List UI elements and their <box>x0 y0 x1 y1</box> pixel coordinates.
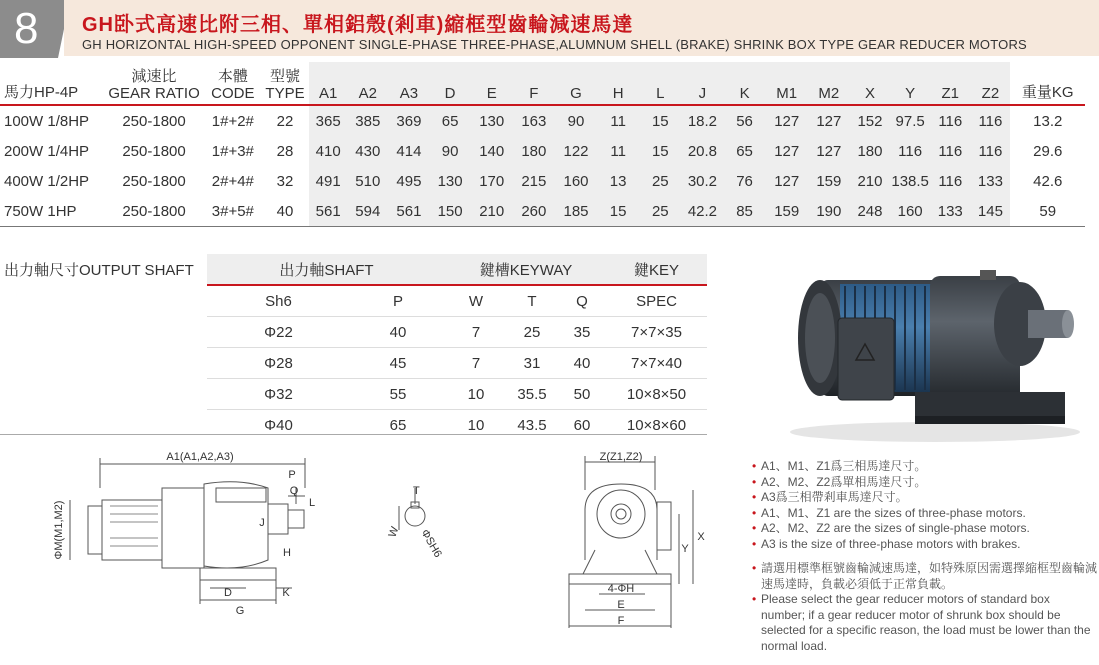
cell-code: 1#+2# <box>211 112 254 130</box>
cell-ratio: 250-1800 <box>103 196 204 227</box>
cell-dim: 215 <box>513 166 555 196</box>
col-j: J <box>681 62 723 105</box>
cell-hp: 750W 1HP <box>0 196 103 227</box>
note-item: • A1、M1、Z1 are the sizes of three-phase motors. <box>752 506 1097 522</box>
cell-dim: 127 <box>808 105 850 136</box>
note-item: • A1、M1、Z1爲三相馬達尺寸。 <box>752 459 1097 475</box>
col-a1: A1 <box>309 62 347 105</box>
shaft-cell: 10 <box>467 416 485 434</box>
table-row <box>0 196 1085 227</box>
shaft-cell: 50 <box>558 379 606 410</box>
col-z2: Z2 <box>970 62 1010 105</box>
cell-dim: 510 <box>347 166 388 196</box>
cell-dim: 561 <box>388 196 429 227</box>
dim-label-g: G <box>235 605 245 617</box>
dim-label-x: X <box>697 531 705 543</box>
cell-code: 3#+5# <box>205 196 261 227</box>
cell-dim: 495 <box>388 166 429 196</box>
shaft-cell: 65 <box>389 416 407 434</box>
col-y: Y <box>890 62 930 105</box>
cell-dim: 13 <box>597 166 639 196</box>
note-item: • A3 is the size of three-phase motors with brakes. <box>752 537 1097 553</box>
cell-dim: 491 <box>309 166 347 196</box>
dim-label-y: Y <box>681 543 689 555</box>
dim-label-t: T <box>413 485 420 497</box>
dim-label-d: D <box>224 587 232 599</box>
cell-dim: 97.5 <box>890 105 930 136</box>
cell-dim: 385 <box>347 105 388 136</box>
dim-label-a: A1(A1,A2,A3) <box>166 451 234 463</box>
shaft-cell: 10×8×50 <box>606 379 707 410</box>
shaft-cell: 43.5 <box>517 416 547 434</box>
cell-hp: 200W 1/4HP <box>4 142 90 160</box>
cell-dim: 160 <box>890 196 930 227</box>
cell-dim: 248 <box>850 196 890 227</box>
shaft-cell: 7×7×40 <box>606 348 707 379</box>
notes-list <box>752 459 1097 654</box>
cell-dim: 90 <box>430 136 471 166</box>
col-weight: 重量KG <box>1010 62 1085 105</box>
dim-label-f: F <box>617 615 625 627</box>
dim-label-sh: ΦSH6 <box>418 527 444 560</box>
cell-dim: 130 <box>471 105 513 136</box>
col-type <box>261 62 309 105</box>
dim-label-p: P <box>288 469 296 481</box>
cell-dim: 561 <box>309 196 347 227</box>
cell-weight: 59 <box>1010 196 1085 227</box>
col-code <box>205 62 261 105</box>
cell-type: 40 <box>261 196 309 227</box>
cell-dim: 150 <box>430 196 471 227</box>
front-view-drawing <box>545 450 735 630</box>
cell-dim: 25 <box>639 166 681 196</box>
shaft-cell: 7 <box>446 317 506 348</box>
shaft-row <box>207 348 707 379</box>
col-hp: 馬力HP-4P <box>0 62 103 105</box>
dim-label-w: W <box>386 525 402 540</box>
cell-type: 22 <box>276 112 294 130</box>
col-e: E <box>471 62 513 105</box>
title-english: GH HORIZONTAL HIGH-SPEED OPPONENT SINGLE-PHASE THREE-PHASE,ALUMNUM SHELL (BRAKE) SHRINK BOX TYPE GEAR REDUCER MOTORS <box>82 37 1027 52</box>
cell-ratio: 250-1800 <box>122 172 186 190</box>
dim-label-z: Z(Z1,Z2) <box>599 451 643 463</box>
shaft-cell: 35 <box>558 317 606 348</box>
col-type-cn: 型號 <box>270 68 301 85</box>
col-a3: A3 <box>388 62 429 105</box>
shaft-subheader-row <box>207 285 707 317</box>
shaft-detail-drawing <box>385 480 455 560</box>
dim-label-l: L <box>308 497 316 509</box>
cell-dim: 116 <box>930 105 970 136</box>
dim-label-q: Q <box>289 485 299 497</box>
note-item: • A2、M2、Z2爲單相馬達尺寸。 <box>752 475 1097 491</box>
cell-dim: 15 <box>639 136 681 166</box>
cell-dim: 185 <box>555 196 597 227</box>
shaft-cell: 60 <box>573 416 591 434</box>
shaft-cell: Φ28 <box>207 348 350 379</box>
dim-label-h: H <box>283 547 291 559</box>
cell-dim: 365 <box>309 105 347 136</box>
cell-dim: 410 <box>309 136 347 166</box>
cell-dim: 170 <box>471 166 513 196</box>
cell-dim: 127 <box>766 105 808 136</box>
section-number: 8 <box>14 4 39 53</box>
col-m2: M2 <box>808 62 850 105</box>
shaft-cell: 10 <box>446 379 506 410</box>
cell-dim: 159 <box>808 166 850 196</box>
shaft-table <box>207 254 707 440</box>
note-item: • A2、M2、Z2 are the sizes of single-phase motors. <box>752 521 1097 537</box>
col-code-cn: 本體 <box>217 68 248 85</box>
cell-dim: 122 <box>555 136 597 166</box>
col-d: D <box>430 62 471 105</box>
cell-dim: 594 <box>347 196 388 227</box>
cell-weight: 42.6 <box>1033 172 1063 190</box>
cell-dim: 85 <box>724 196 766 227</box>
note-item: • A3爲三相帶剎車馬達尺寸。 <box>752 490 1097 506</box>
shaft-cell: 55 <box>350 379 446 410</box>
cell-dim: 210 <box>850 166 890 196</box>
note-item: • 請選用標準框號齒輪減速馬達，如特殊原因需選擇縮框型齒輪減速馬達時，負載必須低于正常負載。 <box>752 561 1097 592</box>
col-code-en: CODE <box>211 85 255 102</box>
keyway-group-header: 鍵槽KEYWAY <box>446 254 606 285</box>
cell-dim: 76 <box>724 166 766 196</box>
cell-dim: 414 <box>388 136 429 166</box>
dim-label-k: K <box>282 587 290 599</box>
cell-dim: 127 <box>808 136 850 166</box>
cell-dim: 180 <box>513 136 555 166</box>
shaft-cell: 7 <box>446 348 506 379</box>
sub-spec: SPEC <box>606 285 707 317</box>
cell-code: 2#+4# <box>211 172 254 190</box>
cell-dim: 127 <box>766 136 808 166</box>
cell-dim: 116 <box>930 166 970 196</box>
table-row <box>0 136 1085 166</box>
cell-dim: 20.8 <box>681 136 723 166</box>
cell-dim: 210 <box>471 196 513 227</box>
col-l: L <box>639 62 681 105</box>
cell-dim: 18.2 <box>681 105 723 136</box>
shaft-row <box>207 379 707 410</box>
dim-label-e: E <box>617 599 625 611</box>
col-a2: A2 <box>347 62 388 105</box>
cell-dim: 65 <box>430 105 471 136</box>
cell-dim: 15 <box>597 196 639 227</box>
page-header <box>0 0 1099 58</box>
cell-dim: 138.5 <box>890 166 930 196</box>
sub-t: T <box>506 285 558 317</box>
shaft-cell: Φ40 <box>264 416 293 434</box>
dim-label-holes: 4-ΦH <box>607 583 635 595</box>
shaft-cell: 40 <box>558 348 606 379</box>
cell-type: 28 <box>276 142 294 160</box>
col-ratio-cn: 減速比 <box>131 68 177 85</box>
col-f: F <box>513 62 555 105</box>
shaft-row <box>207 410 707 441</box>
cell-type: 32 <box>276 172 294 190</box>
shaft-cell: 10×8×60 <box>626 416 687 434</box>
cell-dim: 65 <box>724 136 766 166</box>
cell-dim: 25 <box>639 196 681 227</box>
cell-dim: 56 <box>724 105 766 136</box>
col-type-en: TYPE <box>265 85 305 102</box>
shaft-cell: 45 <box>350 348 446 379</box>
shaft-cell: 7×7×35 <box>606 317 707 348</box>
cell-dim: 116 <box>930 136 970 166</box>
cell-dim: 190 <box>808 196 850 227</box>
col-ratio <box>103 62 204 105</box>
shaft-group-header: 出力軸SHAFT <box>207 254 446 285</box>
dim-label-m: ΦM(M1,M2) <box>53 500 65 560</box>
cell-hp: 400W 1/2HP <box>4 172 90 190</box>
table-row <box>0 105 1085 136</box>
sub-w: W <box>446 285 506 317</box>
col-k: K <box>724 62 766 105</box>
cell-dim: 116 <box>890 136 930 166</box>
cell-dim: 127 <box>766 166 808 196</box>
col-x: X <box>850 62 890 105</box>
cell-dim: 163 <box>513 105 555 136</box>
shaft-cell: 31 <box>506 348 558 379</box>
cell-dim: 133 <box>930 196 970 227</box>
cell-dim: 15 <box>639 105 681 136</box>
col-g: G <box>555 62 597 105</box>
cell-ratio: 250-1800 <box>122 142 186 160</box>
sub-q: Q <box>558 285 606 317</box>
dim-label-j: J <box>259 517 265 529</box>
cell-dim: 152 <box>850 105 890 136</box>
cell-dim: 11 <box>597 105 639 136</box>
cell-dim: 90 <box>555 105 597 136</box>
shaft-cell: Φ22 <box>207 317 350 348</box>
col-m1: M1 <box>766 62 808 105</box>
cell-dim: 116 <box>970 136 1010 166</box>
cell-dim: 260 <box>513 196 555 227</box>
shaft-cell: Φ32 <box>207 379 350 410</box>
side-view-drawing <box>40 448 340 618</box>
motor-illustration <box>780 262 1090 447</box>
shaft-header-row <box>207 254 707 285</box>
col-h: H <box>597 62 639 105</box>
cell-ratio: 250-1800 <box>122 112 186 130</box>
shaft-row <box>207 317 707 348</box>
table-row <box>0 166 1085 196</box>
title-chinese: GH卧式高速比附三相、單相鋁殼(剎車)縮框型齒輪減速馬達 <box>82 14 634 36</box>
sub-sh6: Sh6 <box>207 285 350 317</box>
shaft-cell: 40 <box>350 317 446 348</box>
dimension-table <box>0 62 1085 227</box>
cell-dim: 11 <box>597 136 639 166</box>
cell-dim: 30.2 <box>681 166 723 196</box>
note-item: • Please select the gear reducer motors of standard box number; if a gear reducer motor of shrunk box should be selected for a specific reason, the load must be lower than the normal load. <box>752 592 1097 654</box>
col-z1: Z1 <box>930 62 970 105</box>
cell-dim: 42.2 <box>681 196 723 227</box>
cell-dim: 430 <box>347 136 388 166</box>
cell-dim: 116 <box>970 105 1010 136</box>
cell-dim: 160 <box>555 166 597 196</box>
cell-dim: 159 <box>766 196 808 227</box>
sub-p: P <box>350 285 446 317</box>
shaft-table-bottom-rule <box>0 434 707 435</box>
shaft-table-label: 出力軸尺寸OUTPUT SHAFT <box>4 262 194 279</box>
cell-code: 1#+3# <box>211 142 254 160</box>
cell-dim: 180 <box>850 136 890 166</box>
shaft-cell: 25 <box>506 317 558 348</box>
table-header-row <box>0 62 1085 105</box>
key-group-header: 鍵KEY <box>606 254 707 285</box>
cell-dim: 140 <box>471 136 513 166</box>
cell-dim: 130 <box>430 166 471 196</box>
cell-dim: 133 <box>970 166 1010 196</box>
cell-weight: 29.6 <box>1033 142 1063 160</box>
cell-dim: 369 <box>388 105 429 136</box>
shaft-cell: 35.5 <box>506 379 558 410</box>
cell-dim: 145 <box>970 196 1010 227</box>
cell-hp: 100W 1/8HP <box>4 112 90 130</box>
col-ratio-en: GEAR RATIO <box>108 85 200 102</box>
cell-weight: 13.2 <box>1033 112 1063 130</box>
